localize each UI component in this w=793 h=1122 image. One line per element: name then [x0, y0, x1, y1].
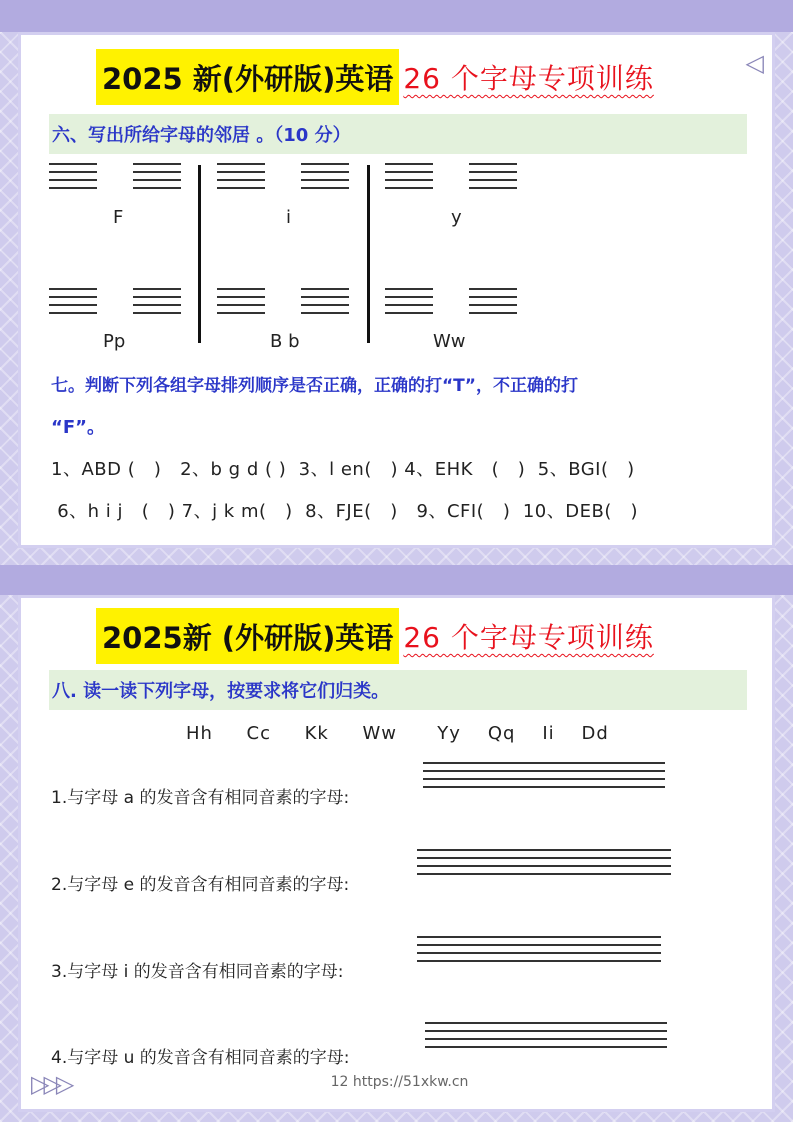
question-row-2: 6、h i j ( ) 7、j k m( ) 8、FJE( ) 9、CFI( ) 10、DEB( ) — [51, 501, 639, 522]
page-footer: 12 https://51xkw.cn — [330, 1074, 469, 1090]
section-7-heading-line2: “F”。 — [51, 417, 105, 438]
section-6-heading: 六、写出所给字母的邻居 。（10 分） — [49, 114, 747, 154]
section-8-heading: 八. 读一读下列字母，按要求将它们归类。 — [49, 670, 747, 710]
given-letter: Pp — [103, 331, 126, 352]
writing-lines — [49, 163, 97, 195]
question-2: 2.与字母 e 的发音含有相同音素的字母: — [51, 875, 350, 895]
writing-lines — [469, 288, 517, 320]
writing-lines — [217, 163, 265, 195]
letter-list: Hh Cc Kk Ww Yy Qq Ii Dd — [186, 723, 609, 744]
top-band — [0, 0, 793, 32]
writing-lines — [301, 163, 349, 195]
writing-lines — [133, 163, 181, 195]
given-letter: F — [113, 207, 124, 228]
question-3: 3.与字母 i 的发音含有相同音素的字母: — [51, 962, 344, 982]
title-subject: 26 个字母专项训练 — [403, 621, 654, 654]
back-arrow-icon[interactable]: ◁ — [745, 49, 764, 77]
divider — [198, 165, 201, 343]
worksheet-card-2 — [18, 595, 775, 1112]
question-1: 1.与字母 a 的发音含有相同音素的字母: — [51, 788, 350, 808]
writing-lines — [423, 762, 665, 794]
page-title — [96, 608, 654, 664]
given-letter: y — [451, 207, 462, 228]
divider — [367, 165, 370, 343]
triple-arrow-icon[interactable]: ▷▷▷ — [31, 1070, 69, 1098]
question-4: 4.与字母 u 的发音含有相同音素的字母: — [51, 1048, 350, 1068]
worksheet-card-1 — [18, 32, 775, 548]
writing-lines — [425, 1022, 667, 1054]
writing-lines — [49, 288, 97, 320]
given-letter: Ww — [433, 331, 466, 352]
title-highlight: 2025 新(外研版)英语 — [96, 49, 399, 105]
middle-band — [0, 565, 793, 595]
question-row-1: 1、ABD ( ) 2、b g d ( ) 3、l en( ) 4、EHK ( ) 5、BGI( ) — [51, 459, 635, 480]
title-highlight: 2025新 (外研版)英语 — [96, 608, 399, 664]
page-title — [96, 49, 654, 105]
title-subject: 26 个字母专项训练 — [403, 62, 654, 95]
given-letter: B b — [270, 331, 300, 352]
writing-lines — [301, 288, 349, 320]
writing-lines — [469, 163, 517, 195]
writing-lines — [385, 163, 433, 195]
writing-lines — [217, 288, 265, 320]
given-letter: i — [286, 207, 292, 228]
writing-lines — [417, 936, 661, 968]
writing-lines — [133, 288, 181, 320]
section-7-heading-line1: 七。判断下列各组字母排列顺序是否正确，正确的打“T”，不正确的打 — [51, 376, 578, 396]
writing-lines — [417, 849, 671, 881]
writing-lines — [385, 288, 433, 320]
